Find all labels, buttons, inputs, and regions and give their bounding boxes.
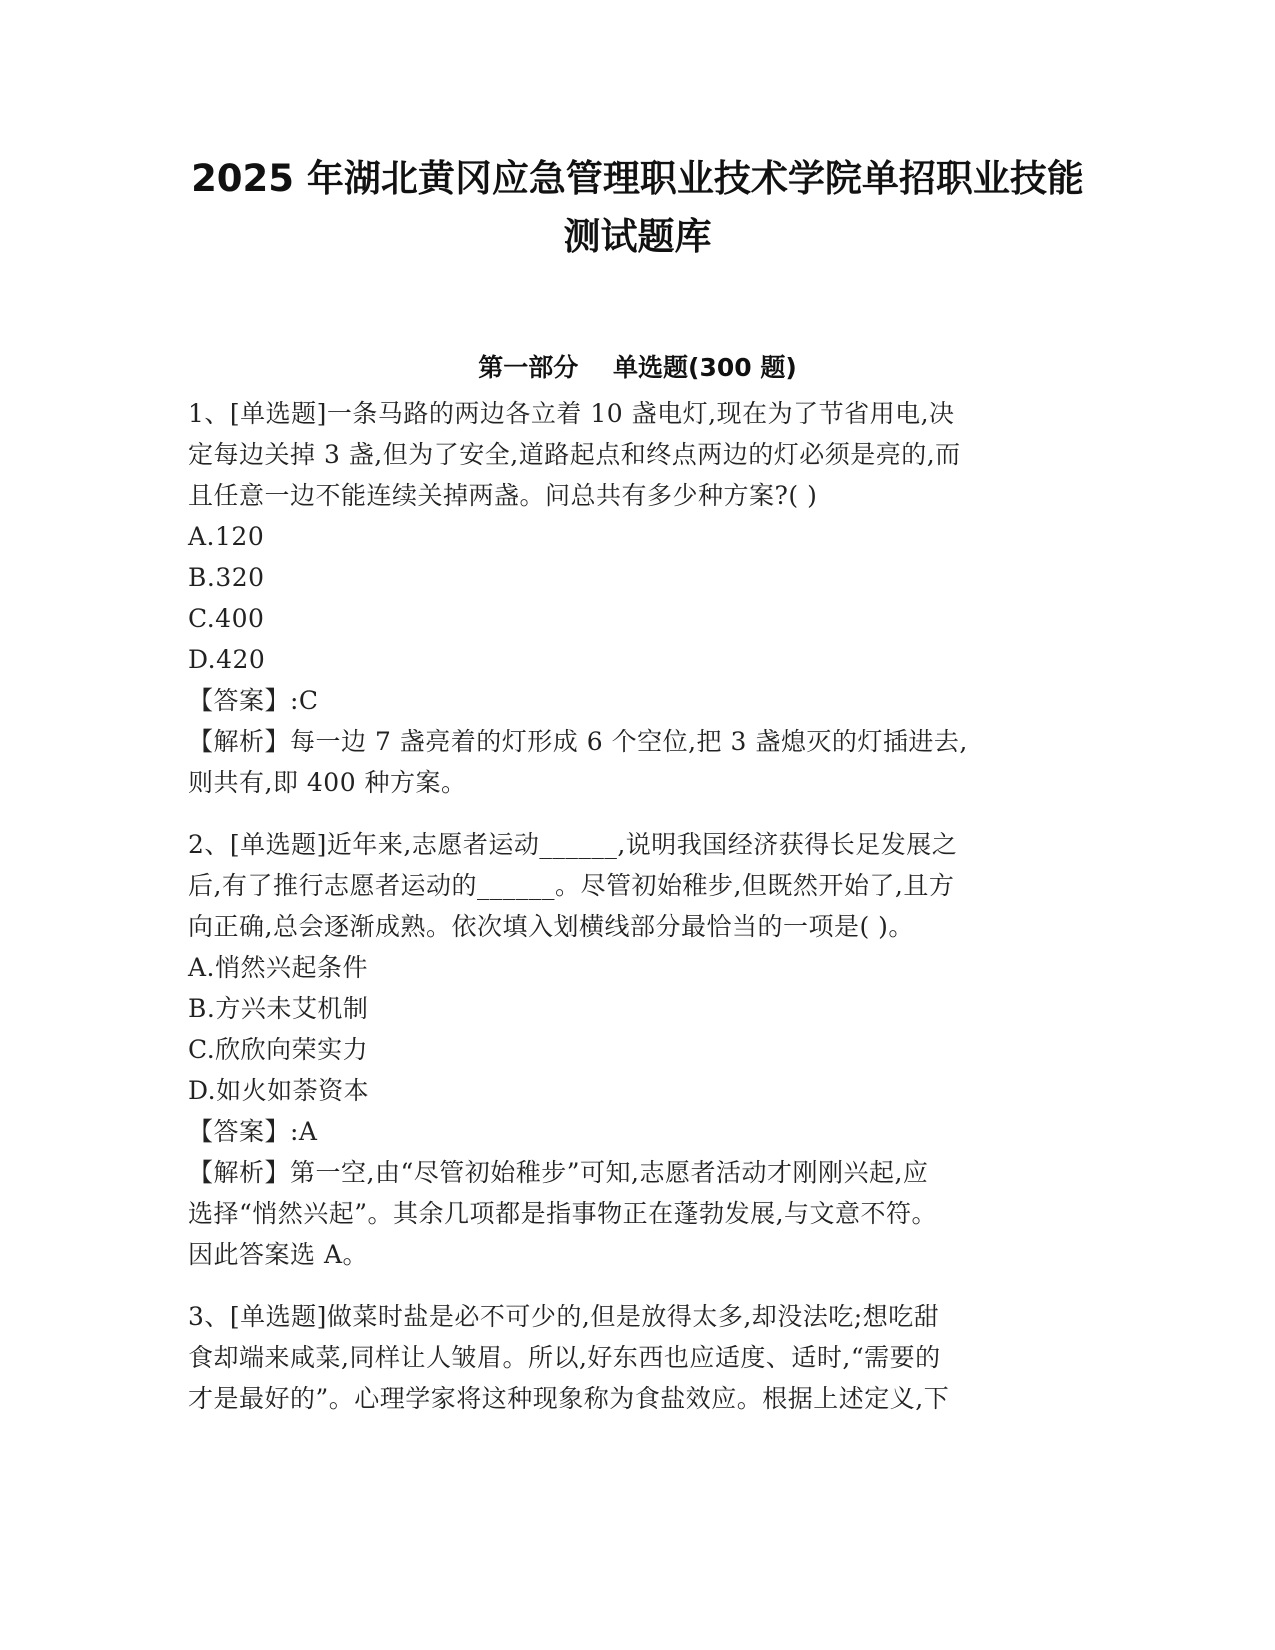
- question-1-stem-line: 且任意一边不能连续关掉两盏。问总共有多少种方案?( ): [188, 481, 818, 510]
- section-heading: 第一部分 单选题(300 题): [478, 353, 797, 382]
- question-2-stem-line: 向正确,总会逐渐成熟。依次填入划横线部分最恰当的一项是( )。: [188, 912, 914, 941]
- question-1-stem-line: 1、[单选题]一条马路的两边各立着 10 盏电灯,现在为了节省用电,决: [188, 399, 955, 428]
- question-2-option-d: D.如火如荼资本: [188, 1076, 370, 1105]
- question-2-answer: 【答案】:A: [188, 1117, 318, 1146]
- question-2-option-c: C.欣欣向荣实力: [188, 1035, 369, 1064]
- question-1-option-b: B.320: [188, 563, 265, 592]
- question-3-stem-line: 食却端来咸菜,同样让人皱眉。所以,好东西也应适度、适时,“需要的: [188, 1343, 941, 1372]
- question-1-option-d: D.420: [188, 645, 266, 674]
- title-line: 2025 年湖北黄冈应急管理职业技术学院单招职业技能: [191, 157, 1084, 200]
- question-2-analysis-line: 【解析】第一空,由“尽管初始稚步”可知,志愿者活动才刚刚兴起,应: [188, 1158, 929, 1187]
- question-3-stem-line: 3、[单选题]做菜时盐是必不可少的,但是放得太多,却没法吃;想吃甜: [188, 1302, 940, 1331]
- question-2-analysis-line: 选择“悄然兴起”。其余几项都是指事物正在蓬勃发展,与文意不符。: [188, 1199, 938, 1228]
- question-1-option-c: C.400: [188, 604, 265, 633]
- question-2-option-b: B.方兴未艾机制: [188, 994, 369, 1023]
- question-3-stem-line: 才是最好的”。心理学家将这种现象称为食盐效应。根据上述定义,下: [188, 1384, 950, 1413]
- question-2-analysis-line: 因此答案选 A。: [188, 1240, 369, 1269]
- title-line: 测试题库: [563, 215, 712, 258]
- question-1-option-a: A.120: [188, 522, 265, 551]
- question-1-stem-line: 定每边关掉 3 盏,但为了安全,道路起点和终点两边的灯必须是亮的,而: [188, 440, 961, 469]
- question-2-stem-line: 后,有了推行志愿者运动的______。尽管初始稚步,但既然开始了,且方: [188, 871, 955, 900]
- question-1-answer: 【答案】:C: [188, 686, 319, 715]
- question-1-analysis-line: 则共有,即 400 种方案。: [188, 768, 467, 797]
- document-title: [150, 150, 1125, 266]
- question-2-option-a: A.悄然兴起条件: [188, 953, 369, 982]
- question-2-stem-line: 2、[单选题]近年来,志愿者运动______,说明我国经济获得长足发展之: [188, 830, 958, 859]
- question-1-analysis-line: 【解析】每一边 7 盏亮着的灯形成 6 个空位,把 3 盏熄灭的灯插进去,: [188, 727, 968, 756]
